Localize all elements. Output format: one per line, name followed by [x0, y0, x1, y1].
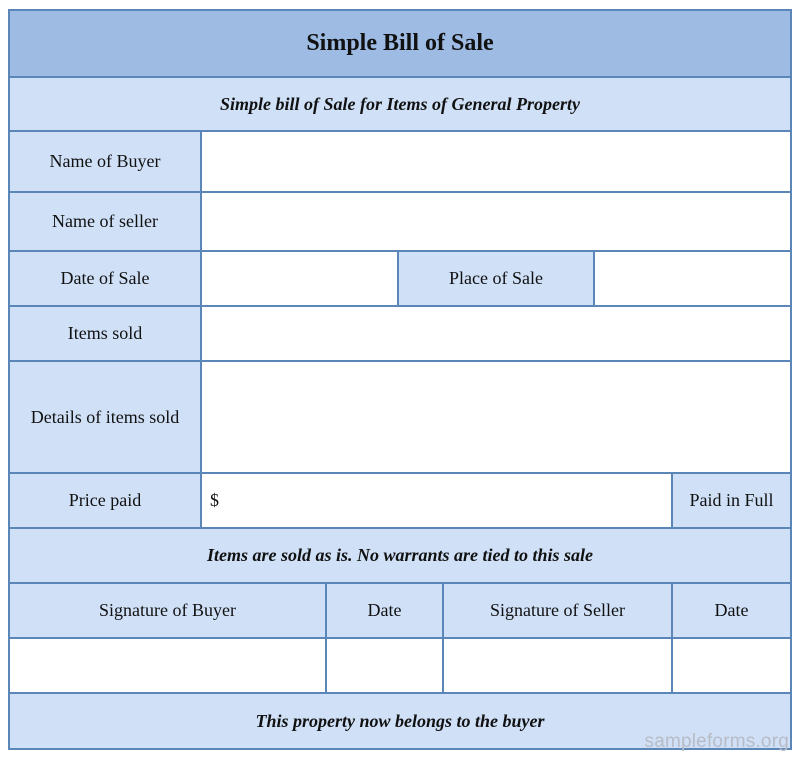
seller-date-field[interactable] — [672, 638, 791, 693]
date-of-sale-label: Date of Sale — [9, 251, 201, 306]
buyer-name-label: Name of Buyer — [9, 131, 201, 192]
date-of-sale-field[interactable] — [201, 251, 398, 306]
price-paid-field[interactable] — [201, 473, 672, 528]
price-paid-label: Price paid — [9, 473, 201, 528]
details-field[interactable] — [201, 361, 791, 473]
items-sold-field[interactable] — [201, 306, 791, 361]
place-of-sale-field[interactable] — [594, 251, 791, 306]
seller-signature-field[interactable] — [443, 638, 672, 693]
buyer-signature-field[interactable] — [9, 638, 326, 693]
paid-in-full-label: Paid in Full — [672, 473, 791, 528]
buyer-date-field[interactable] — [326, 638, 443, 693]
seller-date-label: Date — [672, 583, 791, 638]
items-sold-label: Items sold — [9, 306, 201, 361]
dollar-sign: $ — [210, 490, 219, 510]
details-label: Details of items sold — [9, 361, 201, 473]
form-subtitle: Simple bill of Sale for Items of General Property — [9, 77, 791, 131]
form-title: Simple Bill of Sale — [9, 10, 791, 77]
place-of-sale-label: Place of Sale — [398, 251, 594, 306]
watermark: sampleforms.org — [644, 731, 789, 752]
buyer-date-label: Date — [326, 583, 443, 638]
ownership-footer: This property now belongs to the buyer — [9, 693, 791, 749]
seller-name-field[interactable] — [201, 192, 791, 251]
seller-name-label: Name of seller — [9, 192, 201, 251]
buyer-name-field[interactable] — [201, 131, 791, 192]
seller-signature-label: Signature of Seller — [443, 583, 672, 638]
buyer-signature-label: Signature of Buyer — [9, 583, 326, 638]
bill-of-sale-form — [8, 9, 792, 750]
as-is-notice: Items are sold as is. No warrants are tied to this sale — [9, 528, 791, 583]
